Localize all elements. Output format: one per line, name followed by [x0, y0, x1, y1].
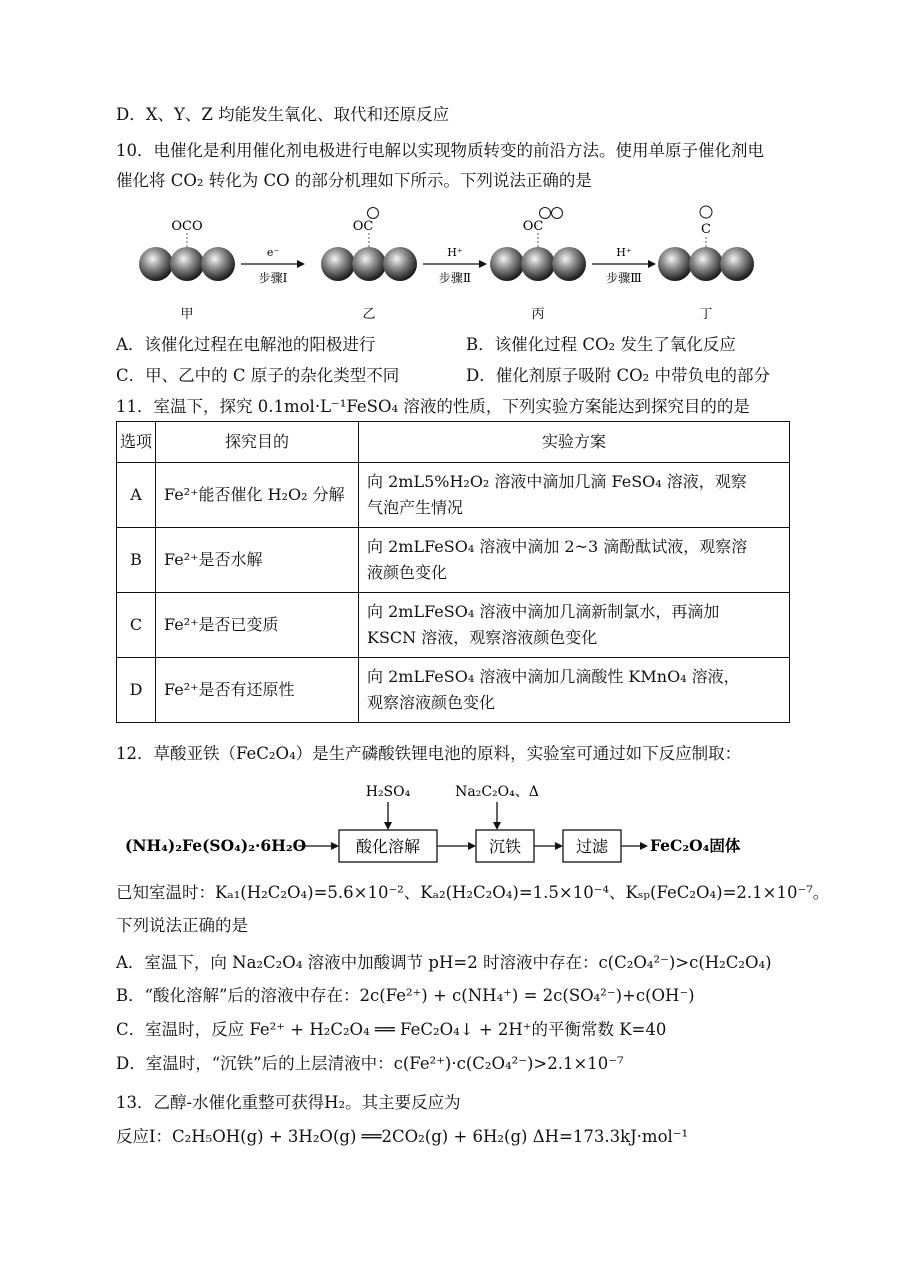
row-plan [359, 658, 790, 723]
q9-option-d: D．X、Y、Z 均能发生氧化、取代和还原反应 [116, 105, 450, 124]
q10-stem-line2: 催化将 CO₂ 转化为 CO 的部分机理如下所示。下列说法正确的是 [116, 171, 592, 190]
header-purpose: 探究目的 [156, 422, 359, 463]
flow-reagent-na2c2o4: Na₂C₂O₄、Δ [455, 784, 539, 800]
row-plan-line1: 向 2mLFeSO₄ 溶液中滴加几滴新制氯水，再滴加 [367, 602, 720, 621]
flow-product: FeC₂O₄固体 [650, 836, 741, 855]
stage-label-1: 甲 [180, 307, 194, 322]
q10-mechanism-diagram [125, 200, 775, 328]
adsorbate-stage-3: OC [522, 219, 544, 234]
row-plan [359, 593, 790, 658]
arrow-reagent-2: H⁺ [447, 246, 463, 259]
flow-reagent-h2so4: H₂SO₄ [365, 784, 411, 800]
row-option: A [117, 463, 156, 528]
catalyst-stage-2 [321, 208, 417, 282]
flow-start-material: (NH₄)₂Fe(SO₄)₂·6H₂O [125, 836, 307, 855]
table-header-row [117, 422, 790, 463]
row-plan-line2: 气泡产生情况 [367, 498, 464, 517]
q10-option-c: C．甲、乙中的 C 原子的杂化类型不同 [116, 366, 400, 385]
row-purpose: Fe²⁺是否有还原性 [156, 658, 359, 723]
catalyst-stage-1 [139, 219, 235, 281]
q12-option-d: D．室温时，“沉铁”后的上层清液中：c(Fe²⁺)·c(C₂O₄²⁻)>2.1×10⁻⁷ [116, 1054, 624, 1073]
row-option: D [117, 658, 156, 723]
q12-known-constants: 已知室温时：Kₐ₁(H₂C₂O₄)=5.6×10⁻²、Kₐ₂(H₂C₂O₄)=1.5×10⁻⁴、Kₛₚ(FeC₂O₄)=2.1×10⁻⁷。 [116, 883, 830, 902]
q13-reaction-1: 反应Ⅰ：C₂H₅OH(g) + 3H₂O(g) ══2CO₂(g) + 6H₂(g) ΔH=173.3kJ·mol⁻¹ [116, 1127, 689, 1146]
arrow-reagent-3: H⁺ [616, 246, 632, 259]
row-purpose: Fe²⁺是否水解 [156, 528, 359, 593]
row-purpose: Fe²⁺能否催化 H₂O₂ 分解 [156, 463, 359, 528]
arrow-reagent-1: e⁻ [266, 246, 280, 259]
arrow-step-1 [241, 246, 305, 285]
arrow-step-2 [423, 246, 487, 285]
table-row [117, 528, 790, 593]
row-purpose: Fe²⁺是否已变质 [156, 593, 359, 658]
arrow-step-label-3: 步骤Ⅲ [606, 271, 642, 285]
arrow-step-3 [592, 246, 656, 285]
q12-ask: 下列说法正确的是 [116, 916, 248, 935]
adsorbate-stage-1: OCO [171, 219, 203, 234]
q12-option-c: C．室温时，反应 Fe²⁺ + H₂C₂O₄ ══ FeC₂O₄↓ + 2H⁺的平衡常数 K=40 [116, 1020, 667, 1039]
adsorbate-stage-4: C [701, 222, 711, 237]
catalyst-stage-4 [658, 206, 754, 281]
flow-step-filter: 过滤 [575, 837, 609, 856]
stage-label-2: 乙 [362, 307, 376, 322]
table-row [117, 658, 790, 723]
arrow-step-label-2: 步骤Ⅱ [438, 271, 472, 285]
stage-label-4: 丁 [699, 307, 713, 322]
adsorbate-stage-2: OC [352, 219, 374, 234]
row-plan [359, 528, 790, 593]
row-plan-line2: KSCN 溶液，观察溶液颜色变化 [367, 628, 598, 647]
q10-option-d: D．催化剂原子吸附 CO₂ 中带负电的部分 [466, 366, 770, 385]
header-option: 选项 [117, 422, 156, 463]
table-row [117, 593, 790, 658]
flow-step-precipitate: 沉铁 [488, 837, 522, 856]
flow-step-acid-dissolve: 酸化溶解 [355, 837, 421, 856]
q11-experiment-table [116, 421, 790, 723]
q12-stem: 12．草酸亚铁（FeC₂O₄）是生产磷酸铁锂电池的原料，实验室可通过如下反应制取： [116, 744, 742, 763]
q12-option-b: B．“酸化溶解”后的溶液中存在：2c(Fe²⁺) + c(NH₄⁺) = 2c(SO₄²⁻)+c(OH⁻) [116, 986, 695, 1005]
header-plan: 实验方案 [359, 422, 790, 463]
row-plan-line2: 液颜色变化 [367, 563, 448, 582]
q10-stem-line1: 10．电催化是利用催化剂电极进行电解以实现物质转变的前沿方法。使用单原子催化剂电 [116, 141, 764, 160]
q12-flow-diagram [125, 776, 765, 868]
arrow-step-label-1: 步骤Ⅰ [258, 271, 288, 285]
catalyst-stage-3 [490, 208, 586, 282]
row-plan-line1: 向 2mLFeSO₄ 溶液中滴加 2~3 滴酚酞试液，观察溶 [367, 537, 748, 556]
row-option: C [117, 593, 156, 658]
row-plan-line1: 向 2mL5%H₂O₂ 溶液中滴加几滴 FeSO₄ 溶液，观察 [367, 472, 747, 491]
q13-stem: 13．乙醇-水催化重整可获得H₂。其主要反应为 [116, 1093, 461, 1112]
q10-option-b: B．该催化过程 CO₂ 发生了氧化反应 [466, 335, 736, 354]
q10-option-a: A．该催化过程在电解池的阳极进行 [116, 335, 376, 354]
row-option: B [117, 528, 156, 593]
row-plan-line2: 观察溶液颜色变化 [367, 693, 496, 712]
table-row [117, 463, 790, 528]
row-plan-line1: 向 2mLFeSO₄ 溶液中滴加几滴酸性 KMnO₄ 溶液， [367, 667, 740, 686]
q11-stem: 11．室温下，探究 0.1mol·L⁻¹FeSO₄ 溶液的性质，下列实验方案能达到探究目的的是 [116, 397, 750, 416]
stage-label-3: 丙 [531, 307, 545, 322]
q12-option-a: A．室温下，向 Na₂C₂O₄ 溶液中加酸调节 pH=2 时溶液中存在：c(C₂O₄²⁻)>c(H₂C₂O₄) [116, 953, 772, 972]
row-plan [359, 463, 790, 528]
